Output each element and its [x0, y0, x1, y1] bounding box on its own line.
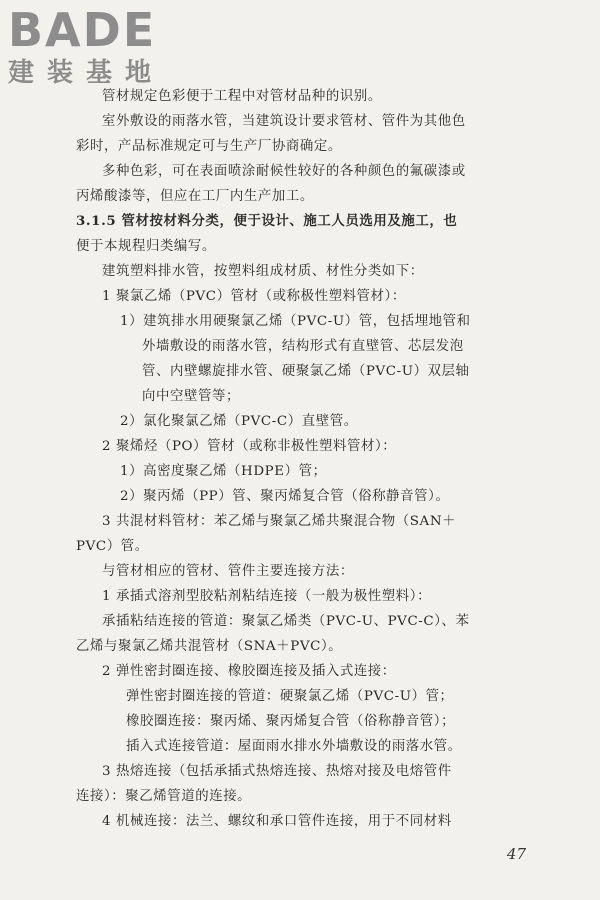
list-item-3: 3 共混材料管材：苯乙烯与聚氯乙烯共聚混合物（SAN＋ [102, 514, 457, 529]
bade-logo [8, 4, 188, 88]
paragraph-line: 室外敷设的雨落水管，当建筑设计要求管材、管件为其他色 [102, 114, 466, 129]
paragraph-line: 管、内壁螺旋排水管、硬聚氯乙烯（PVC-U）双层轴 [142, 364, 470, 379]
connection-item-3: 3 热熔连接（包括承插式热熔连接、热熔对接及电熔管件 [102, 764, 452, 779]
paragraph-line: 彩时，产品标准规定可与生产厂协商确定。 [76, 139, 342, 154]
paragraph-line: 乙烯与聚氯乙烯共混管材（SNA＋PVC）。 [76, 639, 343, 654]
logo-wordmark: BADE [8, 3, 157, 57]
paragraph-line: 外墙敷设的雨落水管，结构形式有直壁管、芯层发泡 [142, 339, 464, 354]
paragraph-line: 丙烯酸漆等，但应在工厂内生产加工。 [76, 189, 314, 204]
logo-chinese-text: 建装基地 [8, 58, 165, 88]
sub-item-2-2: 2）聚丙烯（PP）管、聚丙烯复合管（俗称静音管）。 [120, 489, 450, 504]
clause-heading-3-1-5: 3.1.5 管材按材料分类，便于设计、施工人员选用及施工，也 [76, 213, 458, 229]
list-item-1: 1 聚氯乙烯（PVC）管材（或称极性塑料管材）： [102, 289, 406, 304]
paragraph-line: 承插粘结连接的管道：聚氯乙烯类（PVC-U、PVC-C）、苯 [102, 614, 470, 629]
paragraph-line: 便于本规程归类编写。 [76, 239, 216, 254]
paragraph-line: 连接）：聚乙烯管道的连接。 [76, 789, 252, 804]
paragraph-line: 建筑塑料排水管，按塑料组成材质、材性分类如下： [102, 264, 424, 279]
sub-item-2-1: 1）高密度聚乙烯（HDPE）管； [120, 464, 327, 479]
paragraph-line: 管材规定色彩便于工程中对管材品种的识别。 [102, 89, 382, 104]
sub-item-1-2: 2）氯化聚氯乙烯（PVC-C）直壁管。 [120, 414, 358, 429]
list-item-2: 2 聚烯烃（PO）管材（或称非极性塑料管材）： [102, 439, 397, 454]
paragraph-line: 橡胶圈连接：聚丙烯、聚丙烯复合管（俗称静音管）； [126, 714, 456, 729]
connection-item-4: 4 机械连接：法兰、螺纹和承口管件连接，用于不同材料 [102, 814, 452, 829]
paragraph-line: 弹性密封圈连接的管道：硬聚氯乙烯（PVC-U）管； [126, 689, 454, 704]
paragraph-line: 多种色彩，可在表面喷涂耐候性较好的各种颜色的氟碳漆或 [102, 164, 466, 179]
paragraph-line: 插入式连接管道：屋面雨水排水外墙敷设的雨落水管。 [126, 739, 462, 754]
page-number: 47 [506, 845, 526, 863]
paragraph-line: 与管材相应的管材、管件主要连接方法： [102, 564, 354, 579]
paragraph-line: PVC）管。 [76, 539, 149, 554]
connection-item-1: 1 承插式溶剂型胶粘剂粘结连接（一般为极性塑料）： [102, 589, 432, 604]
connection-item-2: 2 弹性密封圈连接、橡胶圈连接及插入式连接： [102, 664, 396, 679]
sub-item-1-1: 1）建筑排水用硬聚氯乙烯（PVC-U）管，包括埋地管和 [120, 314, 471, 329]
paragraph-line: 向中空壁管等； [142, 389, 240, 404]
